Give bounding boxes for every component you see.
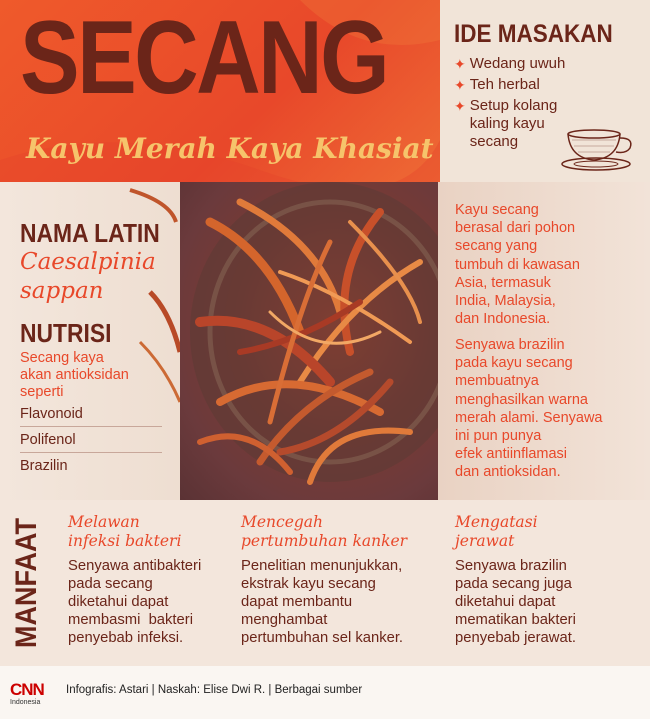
manfaat-heading: Mencegah pertumbuhan kanker [241,513,408,550]
nutrisi-title: NUTRISI [20,318,112,348]
ide-item: ✦ Teh herbal [454,76,540,93]
divider [20,426,162,427]
nutrisi-item: Polifenol [20,432,76,448]
description-brazilin: Senyawa brazilin pada kayu secang membuatnya menghasilkan warna merah alami. Senyawa ini pun punya efek antiinflamasi dan antioksidan. [455,337,603,481]
footer-credit: Infografis: Astari | Naskah: Elise Dwi R. | Berbagai sumber [66,684,363,696]
cnn-indonesia-logo: CNN Indonesia [10,680,44,706]
divider [20,452,162,453]
nutrisi-item: Brazilin [20,458,68,474]
manfaat-body: Senyawa antibakteri pada secang diketahui dapat membasmi bakteri penyebab infeksi. [68,558,202,646]
latin-name: Caesalpinia sappan [20,249,156,304]
ide-item: ✦ Wedang uwuh [454,55,566,72]
manfaat-body: Penelitian menunjukkan, ekstrak kayu secang dapat membantu menghambat pertumbuhan sel kanker. [241,558,404,646]
wood-shavings-image [180,182,438,500]
ide-masakan-title: IDE MASAKAN [454,20,613,48]
secang-wood-photo [180,182,438,500]
manfaat-heading: Mengatasi jerawat [455,513,538,550]
manfaat-label: MANFAAT [10,518,43,648]
sparkle-icon: ✦ [454,77,466,93]
page-subtitle: Kayu Merah Kaya Khasiat [26,132,434,165]
description-origin: Kayu secang berasal dari pohon secang yang tumbuh di kawasan Asia, termasuk India, Malaysia, dan Indonesia. [455,202,580,328]
manfaat-item-kanker [241,513,441,647]
nutrisi-intro: Secang kaya akan antioksidan seperti [20,350,129,400]
manfaat-item-jerawat [455,513,640,647]
teacup-icon [558,124,640,176]
sparkle-icon: ✦ [454,56,466,72]
nutrisi-item: Flavonoid [20,406,83,422]
sparkle-icon: ✦ [454,98,466,114]
ide-masakan-panel [440,0,650,182]
manfaat-heading: Melawan infeksi bakteri [68,513,182,550]
ide-item: ✦ Setup kolang kaling kayu secang [454,97,558,150]
manfaat-body: Senyawa brazilin pada secang juga diketahui dapat mematikan bakteri penyebab jerawat. [455,558,576,646]
manfaat-item-bakteri [68,513,238,647]
page-title: SECANG [20,0,388,116]
nama-latin-title: NAMA LATIN [20,218,160,248]
